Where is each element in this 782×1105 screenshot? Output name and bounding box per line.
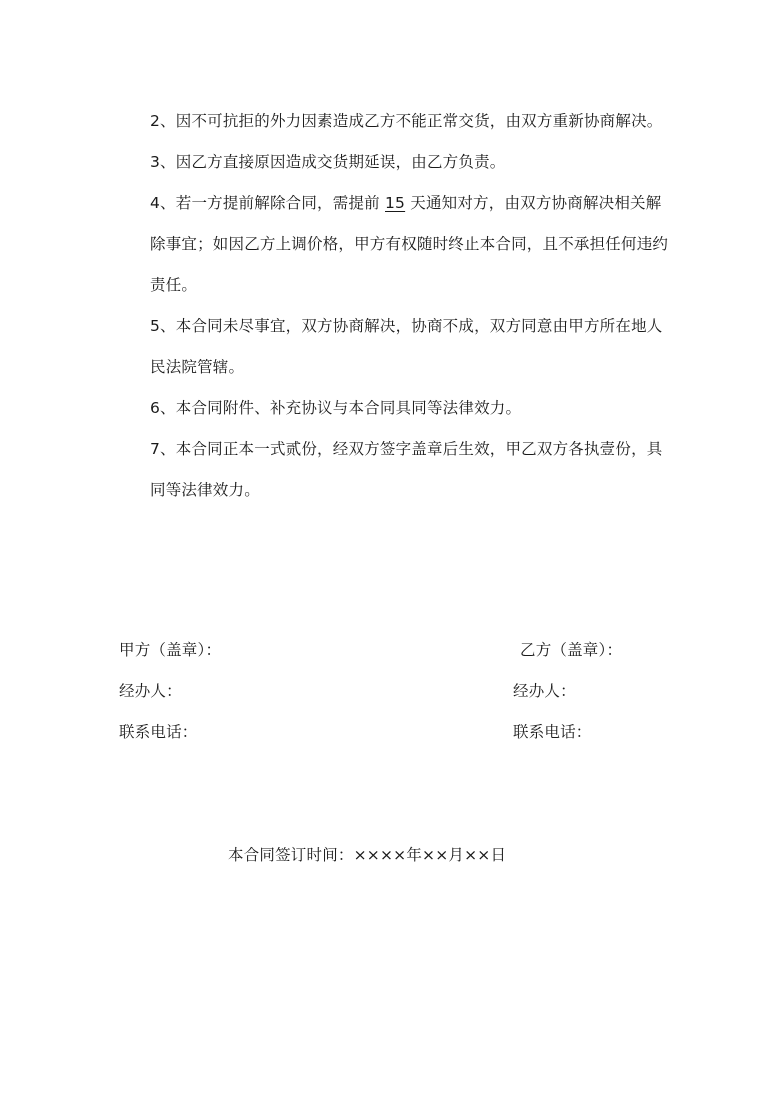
clause-3: 3、因乙方直接原因造成交货期延误，由乙方负责。 [150, 153, 506, 171]
clause-5: 5、本合同未尽事宜，双方协商解决，协商不成，双方同意由甲方所在地人民法院管辖。 [150, 317, 663, 376]
party-b-phone-label: 联系电话： [513, 723, 592, 741]
clause-4 [150, 183, 670, 306]
clause-4-text-after: 天通知对方，由双方协商解决相关解除事宜；如因乙方上调价格，甲方有权随时终止本合同，且不承担任何违约责任。 [150, 194, 669, 294]
party-a-seal-label: 甲方（盖章）： [119, 641, 222, 659]
party-a-handler-label: 经办人： [119, 682, 182, 700]
clause-7: 7、本合同正本一式贰份，经双方签字盖章后生效，甲乙双方各执壹份，具同等法律效力。 [150, 440, 663, 499]
party-b-handler-label: 经办人： [513, 682, 576, 700]
clause-4-text-before: 4、若一方提前解除合同，需提前 [150, 194, 385, 212]
clause-2: 2、因不可抗拒的外力因素造成乙方不能正常交货，由双方重新协商解决。 [150, 112, 663, 130]
party-a-phone-label: 联系电话： [119, 723, 198, 741]
party-b-seal-label: 乙方（盖章）： [520, 641, 623, 659]
clause-6: 6、本合同附件、补充协议与本合同具同等法律效力。 [150, 399, 522, 417]
contract-clauses [150, 101, 670, 511]
contract-sign-date: 本合同签订时间：××××年××月××日 [228, 846, 507, 864]
notice-days-value: 15 [385, 194, 406, 212]
